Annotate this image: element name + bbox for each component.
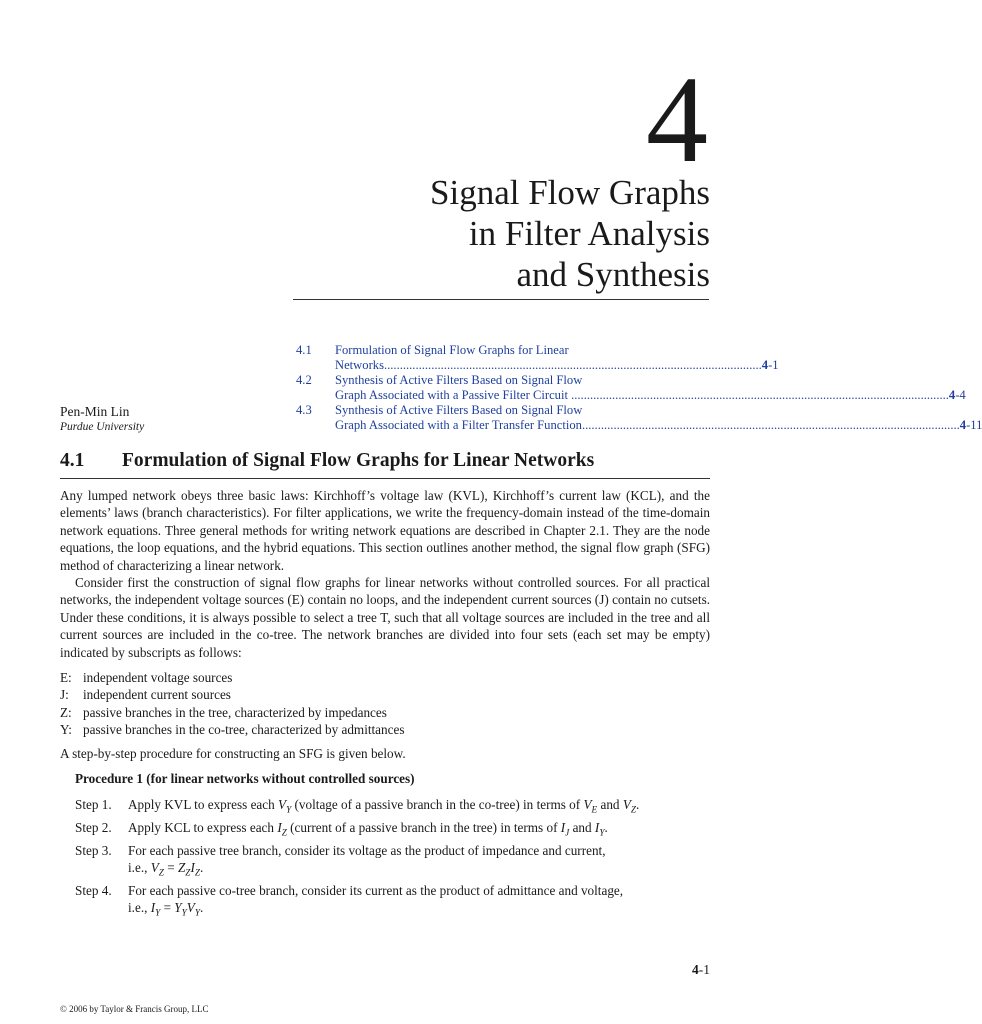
- paragraph: Any lumped network obeys three basic laws: Kirchhoff’s voltage law (KVL), Kirchhoff’s current law (KCL), and the elements’ laws (branch characteristics). For filter applications, we write the frequency-domain instead of the time-domain network equations. Three general methods for writing network equations are described in Chapter 2.1. They are the node equations, the loop equations, and the hybrid equations. This section outlines another method, the signal flow graph (SFG) method of characterizing a linear network.: [60, 488, 710, 573]
- chapter-title-line-2: in Filter Analysis: [468, 214, 710, 253]
- toc-entry-page: 4-4: [948, 388, 966, 402]
- toc-leader: ........................................................................................................................: [567, 388, 949, 402]
- list-item: Y: passive branches in the co-tree, characterized by admittances: [60, 722, 405, 738]
- title-divider: [293, 299, 709, 300]
- list-item: J: independent current sources: [60, 687, 231, 703]
- toc-entry-title-cont: Networks: [335, 358, 384, 372]
- chapter-title-line-3: and Synthesis: [516, 255, 710, 294]
- chapter-title-line-1: Signal Flow Graphs: [430, 173, 710, 212]
- toc-entry-number: 4.3: [296, 403, 312, 417]
- toc-entry-page: 4-11: [959, 418, 982, 432]
- toc-entry-number: 4.2: [296, 373, 312, 387]
- toc-entry-title: Synthesis of Active Filters Based on Signal Flow: [335, 403, 583, 417]
- procedure-heading: Procedure 1 (for linear networks without controlled sources): [75, 771, 415, 787]
- list-item: E: independent voltage sources: [60, 670, 233, 686]
- toc-entry-page: 4-1: [761, 358, 779, 372]
- procedure-steps: [60, 796, 710, 923]
- list-item: Z: passive branches in the tree, characterized by impedances: [60, 704, 387, 720]
- copyright-notice: © 2006 by Taylor & Francis Group, LLC: [60, 1004, 209, 1014]
- toc-entry-4-2[interactable]: [296, 373, 966, 403]
- author-name: Pen-Min Lin: [60, 404, 130, 419]
- toc-entry-title-cont: Graph Associated with a Passive Filter Circuit: [335, 388, 568, 402]
- section-divider: [60, 478, 710, 479]
- page-number: 4-1: [692, 962, 710, 977]
- section-number: 4.1: [60, 450, 85, 471]
- toc-entry-title: Formulation of Signal Flow Graphs for Linear: [335, 343, 569, 357]
- toc-entry-number: 4.1: [296, 343, 312, 357]
- list-item: Step 1. Apply KVL to express each $V_Y$ (voltage of a passive branch in the co-tree) in terms of $V_E$ and $V_Z$.: [75, 796, 640, 815]
- chapter-title: [430, 172, 710, 295]
- toc-leader: ........................................................................................................................: [383, 358, 762, 372]
- paragraph: A step-by-step procedure for constructing an SFG is given below.: [60, 745, 406, 761]
- toc-entry-title: Synthesis of Active Filters Based on Signal Flow: [335, 373, 583, 387]
- list-item: Step 3. For each passive tree branch, consider its voltage as the product of impedance and current, i.e., $V_Z = Z_ZI_Z$.: [75, 842, 606, 878]
- toc-entry-4-1[interactable]: [296, 343, 779, 373]
- section-title: Formulation of Signal Flow Graphs for Linear Networks: [122, 450, 595, 471]
- list-item: Step 2. Apply KCL to express each $I_Z$ (current of a passive branch in the tree) in terms of $I_J$ and $I_Y$.: [75, 819, 608, 838]
- toc-entry-title-cont: Graph Associated with a Filter Transfer Function: [335, 418, 582, 432]
- table-of-contents: [296, 343, 982, 433]
- branch-set-list: [60, 669, 710, 739]
- chapter-number: 4: [646, 51, 708, 188]
- section-heading: [60, 450, 594, 472]
- list-item: Step 4. For each passive co-tree branch, consider its current as the product of admittance and voltage, i.e., $I_Y = Y_YV_Y$.: [75, 883, 624, 919]
- body-text: [60, 487, 710, 923]
- paragraph: Consider first the construction of signal flow graphs for linear networks without controlled sources. For all practical networks, the independent voltage sources (E) contain no loops, and the independent current sources (J) contain no cutsets. Under these conditions, it is always possible to select a tree T, such that all voltage sources are included in the tree and all current sources are included in the co-tree. The network branches are divided into four sets (each set may be empty) indicated by subscripts as follows:: [60, 575, 710, 660]
- author-affiliation: Purdue University: [60, 421, 145, 433]
- toc-entry-4-3[interactable]: [296, 403, 982, 433]
- toc-leader: ........................................................................................................................: [581, 418, 960, 432]
